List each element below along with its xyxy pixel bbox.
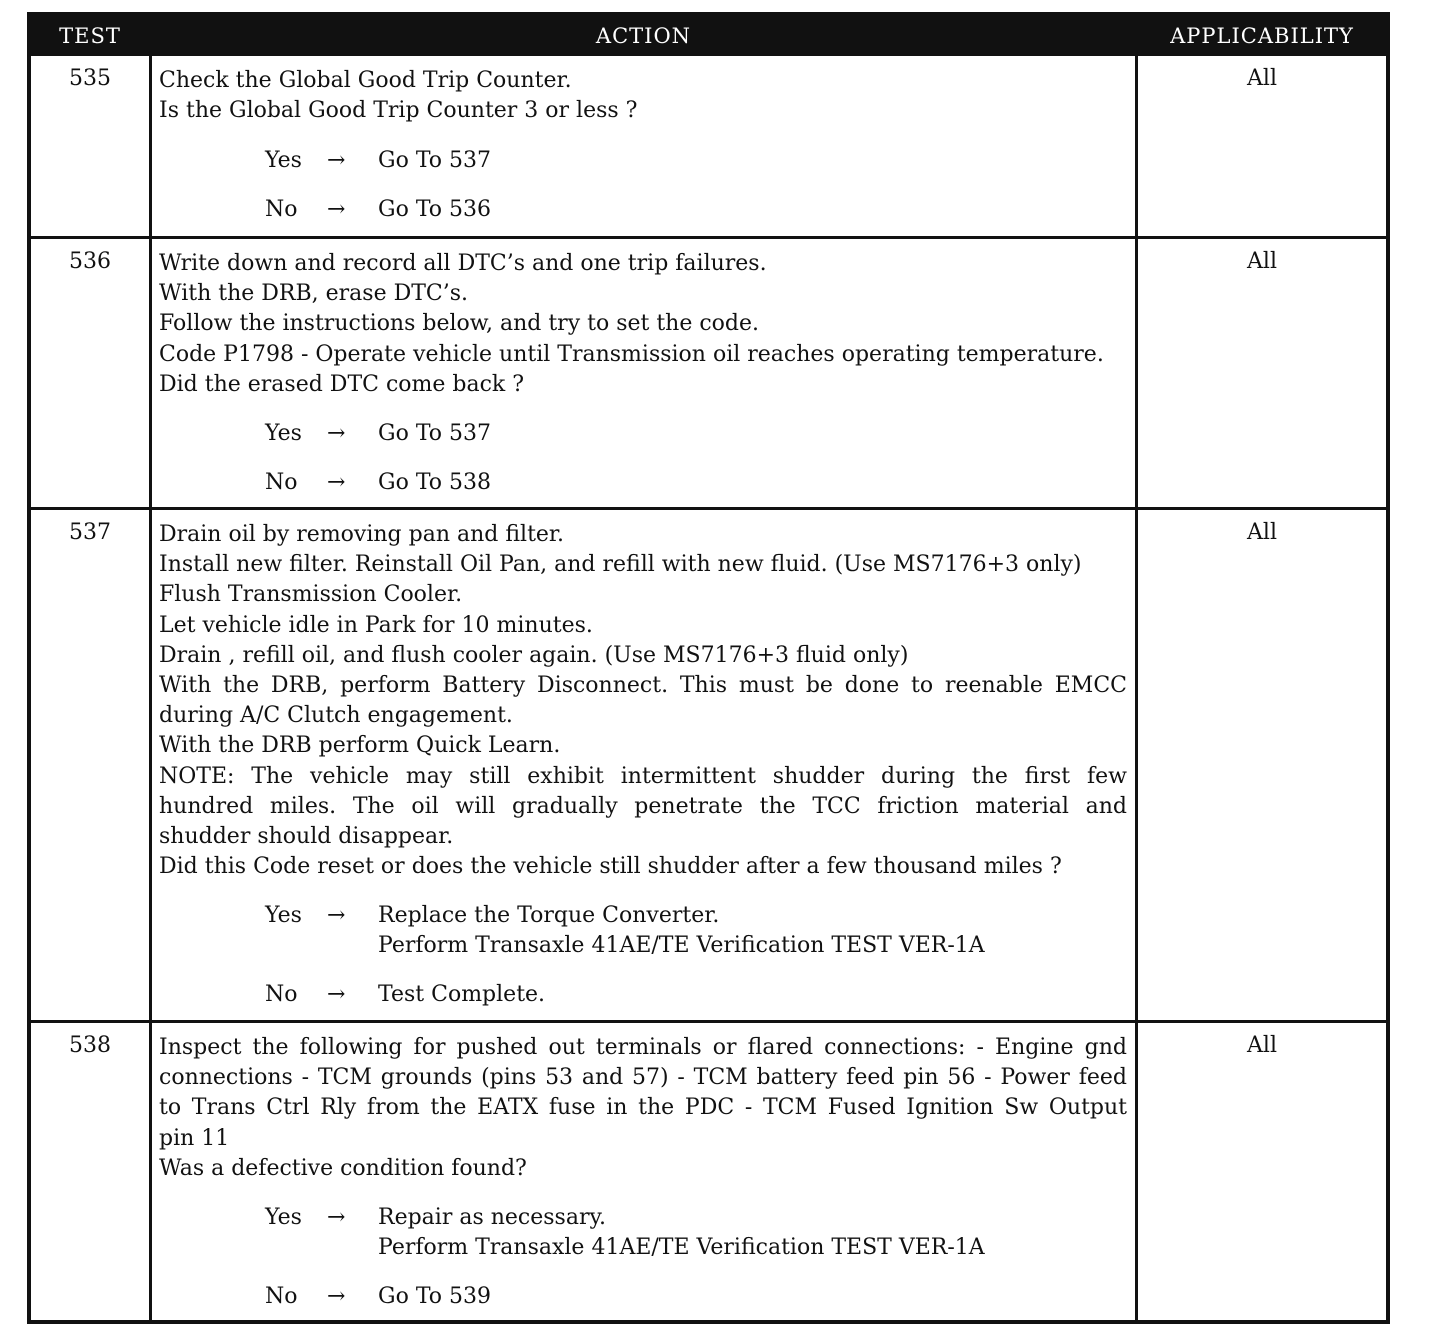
no-label: No: [265, 982, 298, 1008]
action-line: during A/C Clutch engagement.: [159, 703, 513, 729]
table-row: [31, 56, 1386, 236]
yes-branch: [159, 1203, 1127, 1263]
action-line: NOTE: The vehicle may still exhibit intermittent shudder during the first few: [159, 763, 1127, 789]
yes-result-line2: Perform Transaxle 41AE/TE Verification TEST VER-1A: [378, 1234, 985, 1260]
arrow-icon: →: [327, 903, 346, 929]
no-result: Test Complete.: [378, 982, 546, 1008]
action-line: Flush Transmission Cooler.: [159, 582, 463, 608]
action-line: Let vehicle idle in Park for 10 minutes.: [159, 612, 593, 638]
yes-result-line2: Perform Transaxle 41AE/TE Verification TEST VER-1A: [378, 933, 985, 959]
no-result: Go To 536: [378, 197, 492, 223]
arrow-icon: →: [327, 469, 346, 495]
arrow-icon: →: [327, 982, 346, 1008]
diagnostic-table: [27, 12, 1390, 1324]
yes-branch: [159, 901, 1127, 961]
yes-label: Yes: [265, 1204, 302, 1230]
action-cell: [159, 1033, 1127, 1312]
no-label: No: [265, 469, 298, 495]
action-line: Is the Global Good Trip Counter 3 or less ?: [159, 98, 638, 124]
arrow-icon: →: [327, 420, 346, 446]
arrow-icon: →: [327, 1283, 346, 1309]
no-label: No: [265, 1283, 298, 1309]
applicability-value: All: [1247, 66, 1277, 91]
action-cell: [159, 520, 1127, 1010]
applicability-value: All: [1247, 249, 1277, 274]
action-line: pin 11: [159, 1125, 230, 1151]
action-cell: [159, 66, 1127, 225]
no-branch: [159, 195, 1127, 225]
arrow-icon: →: [327, 197, 346, 223]
header-applicability: APPLICABILITY: [1170, 24, 1354, 48]
test-number: 536: [69, 249, 111, 274]
action-line: Drain oil by removing pan and filter.: [159, 522, 565, 547]
arrow-icon: →: [327, 148, 346, 174]
action-line: Drain , refill oil, and flush cooler again. (Use MS7176+3 fluid only): [159, 642, 909, 668]
action-line: Was a defective condition found?: [159, 1155, 527, 1181]
yes-branch: [159, 419, 1127, 449]
action-line: With the DRB perform Quick Learn.: [159, 733, 561, 759]
action-line: Inspect the following for pushed out terminals or flared connections: - Engine gnd: [159, 1035, 1127, 1060]
column-divider: [149, 56, 152, 1320]
yes-branch: [159, 146, 1127, 176]
header-test: TEST: [59, 24, 121, 48]
action-line: connections - TCM grounds (pins 53 and 57) - TCM battery feed pin 56 - Power feed: [159, 1065, 1127, 1091]
yes-result: Go To 537: [378, 148, 492, 174]
applicability-value: All: [1247, 1033, 1277, 1058]
table-row: [31, 236, 1386, 507]
table-row: [31, 1020, 1386, 1320]
yes-label: Yes: [265, 420, 302, 446]
no-branch: [159, 980, 1127, 1010]
action-line: Did the erased DTC come back ?: [159, 371, 525, 397]
action-line: Write down and record all DTC’s and one trip failures.: [159, 251, 767, 276]
yes-result: Replace the Torque Converter.: [378, 903, 720, 929]
table-row: [31, 507, 1386, 1020]
no-result: Go To 538: [378, 469, 492, 495]
action-line: to Trans Ctrl Rly from the EATX fuse in the PDC - TCM Fused Ignition Sw Output: [159, 1095, 1127, 1121]
action-line: Did this Code reset or does the vehicle still shudder after a few thousand miles ?: [159, 854, 1062, 880]
arrow-icon: →: [327, 1204, 346, 1230]
yes-result: Go To 537: [378, 420, 492, 446]
no-branch: [159, 1282, 1127, 1312]
action-line: Install new filter. Reinstall Oil Pan, and refill with new fluid. (Use MS7176+3 only): [159, 552, 1082, 578]
applicability-value: All: [1247, 520, 1277, 545]
action-line: Code P1798 - Operate vehicle until Transmission oil reaches operating temperature.: [159, 341, 1104, 367]
yes-label: Yes: [265, 903, 302, 929]
action-line: With the DRB, perform Battery Disconnect. This must be done to reenable EMCC: [159, 672, 1127, 698]
table-header: [31, 16, 1386, 56]
no-branch: [159, 468, 1127, 498]
action-line: hundred miles. The oil will gradually penetrate the TCC friction material and: [159, 793, 1127, 819]
header-action: ACTION: [595, 24, 692, 48]
no-result: Go To 539: [378, 1283, 492, 1309]
test-number: 535: [69, 66, 111, 91]
test-number: 537: [69, 520, 111, 545]
test-number: 538: [69, 1033, 111, 1058]
action-line: shudder should disappear.: [159, 823, 454, 849]
action-line: With the DRB, erase DTC’s.: [159, 281, 469, 307]
yes-label: Yes: [265, 148, 302, 174]
action-line: Check the Global Good Trip Counter.: [159, 68, 572, 93]
column-divider: [1135, 56, 1138, 1320]
action-line: Follow the instructions below, and try to set the code.: [159, 311, 760, 337]
no-label: No: [265, 197, 298, 223]
action-cell: [159, 249, 1127, 498]
yes-result: Repair as necessary.: [378, 1204, 606, 1230]
